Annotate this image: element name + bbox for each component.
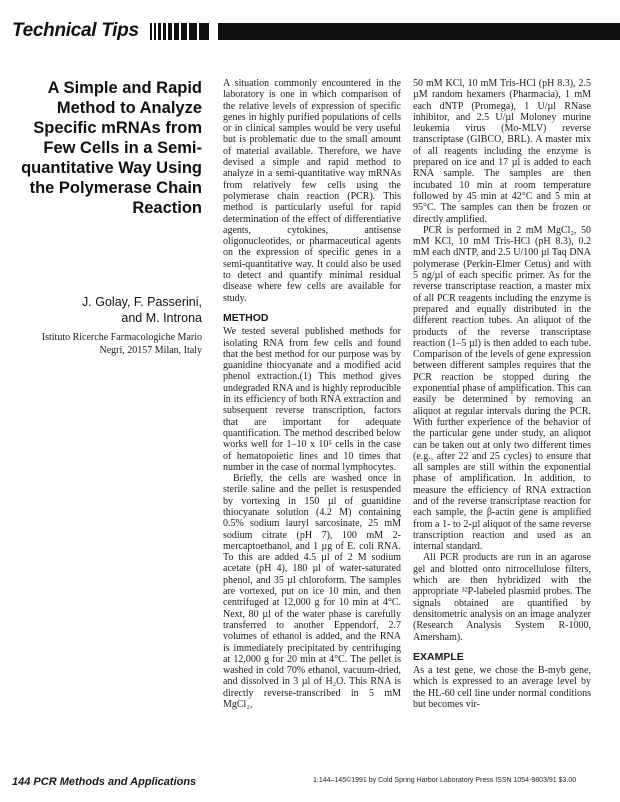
example-paragraph: As a test gene, we chose the B-myb gene, which is expressed to an average level by the HL-60 cell line under normal conditions but becomes vir-: [413, 665, 591, 711]
footer-citation: 1:144–145©1991 by Cold Spring Harbor Laboratory Press ISSN 1054-9803/91 $3.00: [313, 777, 577, 784]
authors-line-1: J. Golay, F. Passerini,: [82, 295, 202, 309]
middle-column: [223, 78, 401, 710]
right-paragraph-3: All PCR products are run in an agarose gel and blotted onto nitrocellulose filters, which are then hybridized with the appropriate ³²P-labeled plasmid probes. The signals obtained are quantified by densitometric analysis on an image analyzer (Research Analysis System R-1000, Amersham).: [413, 552, 591, 643]
example-heading: EXAMPLE: [413, 650, 464, 663]
affiliation: [2, 331, 202, 357]
method-heading: METHOD: [223, 311, 269, 324]
right-paragraph-2: PCR is performed in 2 mM MgCl₂, 50 mM KCl, 10 mM Tris-HCl (pH 8.3), 0.2 mM each dNTP, and 2.5 U/100 µl Taq DNA polymerase (Perkin-Elmer Cetus) and with 5 ng/µl of each specific primer. As for the reverse transcriptase reaction, a master mix of all PCR reagents including the enzyme is prepared and equally distributed in the different reaction tubes. An aliquot of the products of the reverse transcriptase reaction (1–5 µl) is then added to each tube. Comparison of the levels of gene expression between different samples requires that the PCR reaction be stopped during the exponential phase of amplification. This can easily be determined by removing an aliquot at regular intervals during the PCR. With further experience of the behavior of the particular gene under study, an aliquot can be taken out at only two different times (e.g., after 22 and 25 cycles) to ensure that all samples are still within the exponential phase of amplification. In addition, to measure the efficiency of RNA extraction and of the reverse transcriptase reaction for each sample, the β-actin gene is amplified from a 1- to 2-µl aliquot of the same reverse transcription reaction and used as an internal standard.: [413, 224, 591, 553]
header-stripes: [150, 23, 211, 40]
method-paragraph-1: We tested several published methods for isolating RNA from few cells and found that the best method for our purpose was by guanidine thiocyanate and a modified acid phenol extraction.(1) This method gives undegraded RNA and is highly reproducible in its efficiency of both RNA extraction and subsequent reverse transcription, factors that are important for adequate quantification. The method described below works well for 1–10 x 10⁵ cells in the case of hematopoietic lines and 10 times that number in the case of normal lymphocytes.: [223, 326, 401, 473]
method-paragraph-2: Briefly, the cells are washed once in sterile saline and the pellet is resuspended by vortexing in 150 µl of guanidine thiocyanate solution (4.2 M) containing 0.5% sodium lauryl sarcosinate, 25 mM sodium citrate (pH 7), 100 mM 2-mercaptoethanol, and 1 µg of E. coli RNA. To this are added 4.5 µl of 2 M sodium acetate (pH 4), 180 µl of water-saturated phenol, and 35 µl chloroform. The samples are vortexed, put on ice 10 min, and then centrifuged at 12,000 g for 10 min at 4°C. Next, 80 µl of the water phase is carefully transferred to another Eppendorf, 2.7 volumes of ethanol is added, and the RNA is immediately precipitated by centrifuging at 12,000 g for 20 min at 4°C. The pellet is washed in cold 70% ethanol, vacuum-dried, and dissolved in 3 µl of H₂O. This RNA is directly reverse-transcribed in 5 mM MgCl₂,: [223, 473, 401, 711]
affiliation-line-2: Negri, 20157 Milan, Italy: [99, 345, 202, 356]
right-column: [413, 78, 591, 710]
affiliation-line-1: Istituto Ricerche Farmacologiche Mario: [41, 332, 202, 343]
section-title: Technical Tips: [12, 20, 139, 41]
right-paragraph-1: 50 mM KCl, 10 mM Tris-HCl (pH 8.3), 2.5 µM random hexamers (Pharmacia), 1 mM each dNTP (Promega), 1 U/µl RNase inhibitor, and 2.5 U/µl Moloney murine leukemia virus (Mo-MLV) reverse transcriptase (GIBCO, BRL). A master mix of all reagents including the enzyme is prepared on ice and 17 µl is added to each RNA sample. The samples are then incubated 10 min at room temperature followed by 45 min at 42°C and 5 min at 95°C. The samples can then be frozen or directly amplified.: [413, 78, 591, 225]
authors: [12, 294, 202, 326]
article-title: A Simple and Rapid Method to Analyze Specific mRNAs from Few Cells in a Semi-quantitative Way Using the Polymerase Chain Reaction: [21, 79, 202, 217]
authors-line-2: and M. Introna: [121, 311, 202, 325]
section-header: [0, 18, 620, 44]
intro-paragraph: A situation commonly encountered in the laboratory is one in which comparison of the relative levels of expression of specific genes in highly purified populations of cells or in clinical samples would be very useful but is problematic due to the small amount of material available. Therefore, we have devised a simple and rapid method to analyze in a semi-quantitative way mRNAs from relatively few cells using the polymerase chain reaction (PCR). This method is particularly useful for rapid determination of the effect of differentiative agents, cytokines, antisense oligonucleotides, or pharmaceutical agents on the expression of specific genes in a semi-quantitative way. It could also be used to detect and quantify minimal residual disease where few cells are available for study.: [223, 78, 401, 304]
footer-journal: 144 PCR Methods and Applications: [12, 776, 197, 788]
header-bar: [218, 23, 620, 40]
